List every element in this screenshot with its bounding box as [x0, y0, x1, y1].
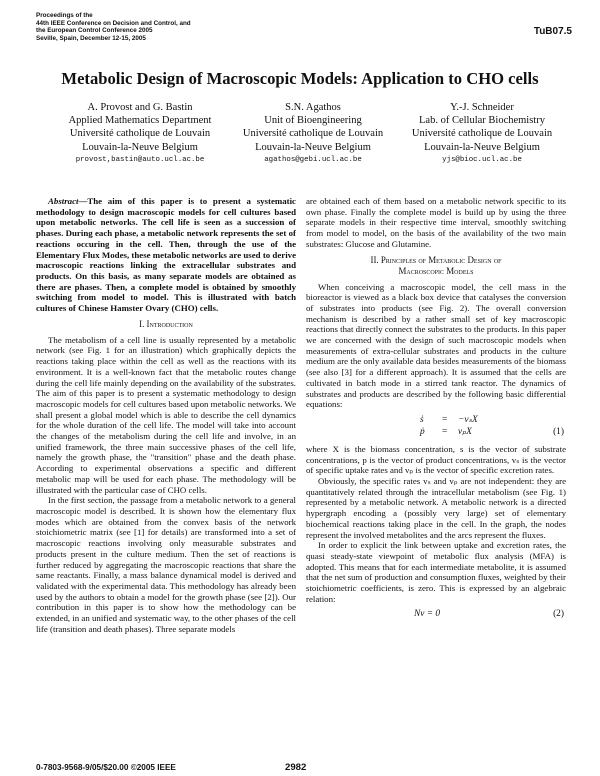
paragraph: The metabolism of a cell line is usually represented by a metabolic network (see Fig. 1 for an illustration) which graphically depicts the reactions taking place within the cell as well as the reactions with its environment. It is a well-known fact that the metabolic routes change during the cell life mainly depending on the availability of the substrates. The aim of this paper is to present a systematic methodology to design macroscopic models for cell cultures based upon metabolic networks. We shall present a global model which is able to describe the cell dynamics for the whole duration of the cell life. The model will take into account the changes of the metabolism during the cell life and involve, in an unified framework, the three main successive phases of the cell life, namely the growth phase, the "transition" phase and the death phase. According to experimental observations a specific and different metabolic map will be used for each phase. The methodology will be illustrated with the particular case of CHO cells. [36, 334, 296, 495]
author-department: Unit of Bioengineering [264, 115, 362, 127]
author-university: Université catholique de Louvain [411, 128, 553, 140]
equation-relation: = [442, 426, 448, 437]
paragraph: In order to explicit the link between uptake and excretion rates, the quasi steady-state viewpoint of metabolic flux analysis (MFA) is adopted. This means that for each intermediate metabolite, it is assumed that the net sum of production and consumption fluxes, weighted by their stoichiometric coefficients, is zero. This is expressed by an algebraic relation: [306, 540, 566, 604]
author-email: provost,bastin@auto.ucl.ac.be [75, 155, 205, 164]
session-code: TuB07.5 [533, 26, 572, 37]
paper-title: Metabolic Design of Macroscopic Models: Application to CHO cells [61, 69, 539, 88]
conference-line: 44th IEEE Conference on Decision and Control, and [36, 19, 191, 27]
author-department: Lab. of Cellular Biochemistry [419, 115, 545, 127]
section-heading-line: Macroscopic Models [398, 265, 474, 276]
author-names: S.N. Agathos [285, 102, 341, 113]
paragraph: In the first section, the passage from a metabolic network to a general macroscopic model is described. It is shown how the elementary flux modes which are obtained from the convex basis of the network stoichiometric matrix (see [1] for details) are transformed into a set of macroscopic reactions involving only measurable substrates and products present in the culture medium. Then the set of reactions is further reduced by aggregating the macroscopic reactions that share the same reactants. Finally, a mass balance dynamical model is derived and validated with the experimental data. This methodology has already been used by the authors to obtain a model for the growth phase (see [2]). Our contribution in this paper is to show how the methodology can be extended, in an unified and systematic way, to the other phases of the cell life (transition and death phases). Three separate models [36, 495, 296, 634]
author-university: Université catholique de Louvain [69, 128, 211, 140]
section-heading: I. Introduction [139, 318, 193, 329]
paragraph: are obtained each of them based on a metabolic network specific to its own phase. Finally the complete model is build up by using the three separate models in their respective time interval, smoothly switching from model to model, on the basis of the availability of the two main substrates: Glucose and Glutamine. [306, 196, 566, 249]
equation-line [306, 415, 566, 427]
right-column [306, 196, 566, 621]
equation-rhs: −vₛX [458, 414, 478, 425]
author-names: A. Provost and G. Bastin [87, 102, 193, 113]
equation-line [306, 427, 566, 439]
equation-relation: = [442, 414, 448, 425]
author-university: Université catholique de Louvain [242, 128, 384, 140]
conference-line: Proceedings of the [36, 12, 93, 19]
author-block-1 [40, 101, 240, 167]
section-heading [306, 255, 566, 277]
equation-lhs: ṗ [420, 426, 425, 437]
footer-isbn: 0-7803-9568-9/05/$20.00 ©2005 IEEE [36, 763, 176, 772]
author-block-3 [382, 101, 582, 167]
page-number: 2982 [285, 762, 307, 773]
abstract-label: Abstract [48, 196, 79, 206]
conference-line: Seville, Spain, December 12-15, 2005 [36, 34, 146, 42]
equation-number: (1) [553, 426, 564, 437]
equation-text: Nv = 0 [414, 608, 441, 619]
conference-info [36, 12, 191, 42]
author-city: Louvain-la-Neuve Belgium [255, 141, 371, 153]
author-city: Louvain-la-Neuve Belgium [82, 141, 198, 153]
author-city: Louvain-la-Neuve Belgium [424, 141, 540, 153]
author-department: Applied Mathematics Department [68, 115, 212, 127]
author-email: agathos@gebi.ucl.ac.be [264, 155, 362, 164]
section-heading-line: II. Principles of Metabolic Design of [370, 254, 502, 265]
author-names: Y.-J. Schneider [450, 102, 514, 113]
equation-lhs: ṡ [420, 414, 424, 425]
author-email: yjs@bioc.ucl.ac.be [442, 155, 522, 164]
equation-rhs: vₚX [458, 426, 472, 437]
abstract-text: —The aim of this paper is to present a systematic methodology to design macroscopic models for cell cultures based upon metabolic networks. The cell life is seen as a succession of phases. During each phase, a metabolic network represents the set of reactions occuring in the cell. Then, through the use of the Elementary Flux Modes, these metabolic networks are used to derive macroscopic reactions linking the extracellular substrates and products. On this basis, as many separate models are obtained as there are phases. Then, a complete model is obtained by smoothly switching from model to model. This is illustrated with batch cultures of Chinese Hamster Ovary (CHO) cells. [36, 196, 296, 314]
equation-line [306, 609, 566, 621]
paragraph: Obviously, the specific rates vₛ and vₚ are not independent: they are quantitatively related through the intracellular metabolism (see Fig. 1) represented by a metabolic network. A metabolic network is a directed hypergraph encoding a (possibly very large) set of elementary biochemical reactions taking place in the cell. In the graph, the nodes represent the involved metabolites and the arcs represent the fluxes. [306, 476, 566, 540]
paragraph: where X is the biomass concentration, s is the vector of substrate concentrations, p is the vector of product concentrations, vₛ is the vector of specific uptake rates and vₚ is the vector of specific excretion rates. [306, 443, 566, 476]
paragraph: When conceiving a macroscopic model, the cell mass in the bioreactor is viewed as a black box device that catalyses the conversion of substrates into products (see Fig. 2). The overall conversion mechanism is described by a rather small set of key macroscopic reactions that directly connect the substrates to the products. In this paper we are concerned with the design of such macroscopic models when measurements of extra-cellular substrates and products in the culture medium are the only available data besides measurements of the biomass (see also [3] for a different approach). It is assumed that the cells are cultivated in batch mode in a stirred tank reactor. The dynamics of substrates and products are described by the following basic differential equations: [306, 281, 566, 410]
left-column [36, 196, 296, 634]
abstract [36, 196, 296, 314]
equation-number: (2) [553, 608, 564, 619]
conference-line: the European Control Conference 2005 [36, 27, 153, 35]
